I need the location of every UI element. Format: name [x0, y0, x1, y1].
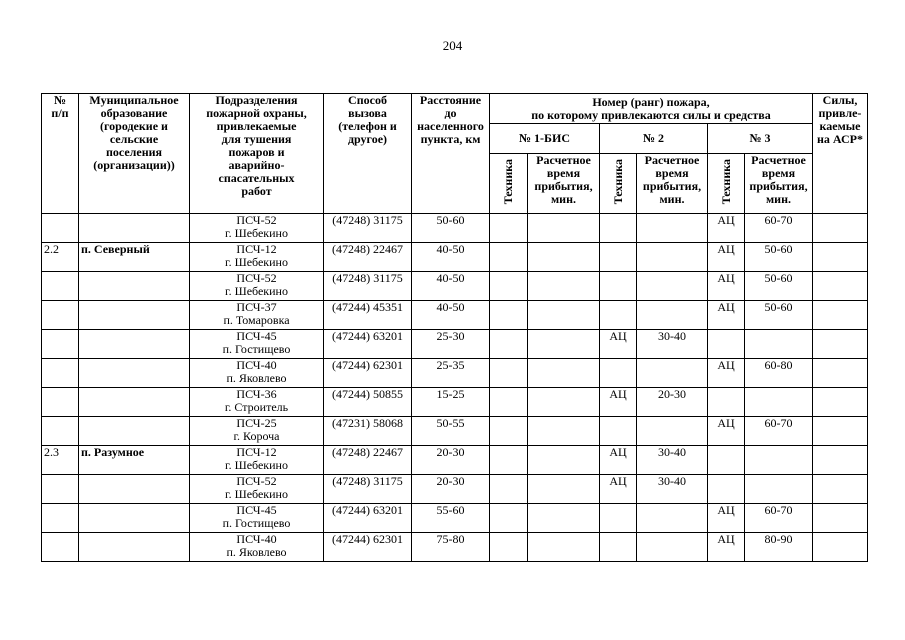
row-phone: (47248) 22467: [324, 446, 412, 475]
row-tech-2: [600, 359, 637, 388]
row-asr: [813, 388, 868, 417]
row-unit: ПСЧ-12 г. Шебекино: [190, 243, 324, 272]
row-unit: ПСЧ-52 г. Шебекино: [190, 272, 324, 301]
row-tech-3: АЦ: [708, 243, 745, 272]
header-tech-3: Техника: [708, 154, 745, 214]
table-row: [42, 504, 868, 533]
row-tech-2: [600, 301, 637, 330]
header-rank-1bis: № 1-БИС: [490, 124, 600, 154]
row-arrival-1: [528, 446, 600, 475]
table-row: [42, 214, 868, 243]
header-rank-3: № 3: [708, 124, 813, 154]
row-num: [42, 272, 79, 301]
row-municipality: п. Разумное: [79, 446, 190, 475]
row-arrival-2: [637, 533, 708, 562]
row-phone: (47248) 22467: [324, 243, 412, 272]
row-arrival-2: [637, 243, 708, 272]
row-asr: [813, 330, 868, 359]
row-distance: 25-35: [412, 359, 490, 388]
row-unit: ПСЧ-40 п. Яковлево: [190, 359, 324, 388]
header-tech-2: Техника: [600, 154, 637, 214]
row-num: [42, 388, 79, 417]
row-num: [42, 330, 79, 359]
row-tech-2: [600, 417, 637, 446]
row-tech-2: [600, 243, 637, 272]
row-arrival-3: 60-70: [745, 417, 813, 446]
row-phone: (47244) 45351: [324, 301, 412, 330]
row-tech-1: [490, 272, 528, 301]
row-tech-2: АЦ: [600, 446, 637, 475]
row-arrival-1: [528, 214, 600, 243]
header-distance: Расстояние до населенного пункта, км: [412, 94, 490, 214]
row-tech-2: АЦ: [600, 475, 637, 504]
row-distance: 40-50: [412, 272, 490, 301]
row-tech-1: [490, 301, 528, 330]
row-arrival-1: [528, 301, 600, 330]
row-municipality: [79, 417, 190, 446]
table-row: [42, 243, 868, 272]
row-arrival-1: [528, 243, 600, 272]
row-num: [42, 214, 79, 243]
table-row: [42, 388, 868, 417]
row-tech-2: [600, 214, 637, 243]
row-phone: (47244) 63201: [324, 330, 412, 359]
row-num: 2.3: [42, 446, 79, 475]
row-distance: 55-60: [412, 504, 490, 533]
row-asr: [813, 504, 868, 533]
row-phone: (47244) 62301: [324, 533, 412, 562]
row-distance: 25-30: [412, 330, 490, 359]
row-arrival-3: 60-70: [745, 214, 813, 243]
table-row: [42, 301, 868, 330]
row-tech-1: [490, 475, 528, 504]
row-phone: (47248) 31175: [324, 475, 412, 504]
row-arrival-1: [528, 388, 600, 417]
table-row: [42, 330, 868, 359]
row-asr: [813, 243, 868, 272]
row-tech-3: АЦ: [708, 272, 745, 301]
row-arrival-2: [637, 417, 708, 446]
row-unit: ПСЧ-45 п. Гостищево: [190, 330, 324, 359]
row-arrival-2: [637, 272, 708, 301]
row-arrival-2: 30-40: [637, 446, 708, 475]
row-tech-3: АЦ: [708, 214, 745, 243]
fire-forces-table: [41, 93, 868, 562]
row-unit: ПСЧ-52 г. Шебекино: [190, 214, 324, 243]
page-number: 204: [442, 38, 463, 53]
row-tech-2: АЦ: [600, 388, 637, 417]
row-num: [42, 417, 79, 446]
row-unit: ПСЧ-52 г. Шебекино: [190, 475, 324, 504]
row-tech-2: [600, 504, 637, 533]
row-phone: (47244) 50855: [324, 388, 412, 417]
row-arrival-1: [528, 272, 600, 301]
row-municipality: [79, 301, 190, 330]
row-arrival-1: [528, 533, 600, 562]
row-distance: 20-30: [412, 475, 490, 504]
row-tech-1: [490, 417, 528, 446]
row-unit: ПСЧ-37 п. Томаровка: [190, 301, 324, 330]
row-tech-3: [708, 388, 745, 417]
row-arrival-3: 60-70: [745, 504, 813, 533]
row-tech-1: [490, 533, 528, 562]
row-arrival-3: 50-60: [745, 301, 813, 330]
row-arrival-3: 50-60: [745, 272, 813, 301]
row-tech-2: [600, 533, 637, 562]
row-tech-3: АЦ: [708, 504, 745, 533]
table-row: [42, 446, 868, 475]
row-phone: (47248) 31175: [324, 272, 412, 301]
row-tech-1: [490, 446, 528, 475]
row-distance: 15-25: [412, 388, 490, 417]
table-row: [42, 475, 868, 504]
row-arrival-2: 30-40: [637, 330, 708, 359]
row-arrival-1: [528, 330, 600, 359]
row-phone: (47231) 58068: [324, 417, 412, 446]
row-tech-1: [490, 359, 528, 388]
row-tech-1: [490, 388, 528, 417]
row-arrival-2: [637, 301, 708, 330]
row-num: [42, 359, 79, 388]
row-municipality: [79, 504, 190, 533]
row-num: [42, 533, 79, 562]
header-arrival-1: Расчетное время прибытия, мин.: [528, 154, 600, 214]
table-header: [42, 94, 868, 214]
row-num: [42, 475, 79, 504]
row-arrival-3: [745, 388, 813, 417]
row-tech-2: [600, 272, 637, 301]
row-asr: [813, 301, 868, 330]
row-num: [42, 301, 79, 330]
header-rank-2: № 2: [600, 124, 708, 154]
row-arrival-3: 80-90: [745, 533, 813, 562]
row-tech-3: АЦ: [708, 533, 745, 562]
row-arrival-2: [637, 359, 708, 388]
row-arrival-1: [528, 359, 600, 388]
row-municipality: [79, 272, 190, 301]
row-asr: [813, 359, 868, 388]
row-distance: 40-50: [412, 243, 490, 272]
row-arrival-1: [528, 475, 600, 504]
row-distance: 20-30: [412, 446, 490, 475]
table-row: [42, 272, 868, 301]
row-arrival-2: 20-30: [637, 388, 708, 417]
row-tech-3: АЦ: [708, 359, 745, 388]
row-asr: [813, 417, 868, 446]
row-num: [42, 504, 79, 533]
table-body: [42, 214, 868, 562]
row-asr: [813, 272, 868, 301]
row-asr: [813, 446, 868, 475]
row-arrival-1: [528, 417, 600, 446]
row-unit: ПСЧ-12 г. Шебекино: [190, 446, 324, 475]
row-asr: [813, 475, 868, 504]
header-units: Подразделения пожарной охраны, привлекаемые для тушения пожаров и аварийно- спасательных работ: [190, 94, 324, 214]
row-arrival-3: [745, 475, 813, 504]
table-row: [42, 417, 868, 446]
row-unit: ПСЧ-45 п. Гостищево: [190, 504, 324, 533]
table-row: [42, 359, 868, 388]
row-tech-3: АЦ: [708, 301, 745, 330]
row-municipality: [79, 330, 190, 359]
row-tech-1: [490, 243, 528, 272]
row-distance: 50-60: [412, 214, 490, 243]
row-arrival-2: [637, 214, 708, 243]
row-tech-3: [708, 475, 745, 504]
row-asr: [813, 214, 868, 243]
header-arrival-3: Расчетное время прибытия, мин.: [745, 154, 813, 214]
row-municipality: [79, 475, 190, 504]
row-arrival-2: 30-40: [637, 475, 708, 504]
row-tech-3: АЦ: [708, 417, 745, 446]
row-asr: [813, 533, 868, 562]
row-arrival-3: 60-80: [745, 359, 813, 388]
header-fire-rank: Номер (ранг) пожара, по которому привлекаются силы и средства: [490, 94, 813, 124]
row-municipality: [79, 214, 190, 243]
row-unit: ПСЧ-25 г. Короча: [190, 417, 324, 446]
row-tech-1: [490, 330, 528, 359]
row-tech-1: [490, 504, 528, 533]
row-num: 2.2: [42, 243, 79, 272]
row-phone: (47244) 62301: [324, 359, 412, 388]
row-municipality: [79, 533, 190, 562]
row-arrival-3: [745, 330, 813, 359]
header-tech-1: Техника: [490, 154, 528, 214]
header-arrival-2: Расчетное время прибытия, мин.: [637, 154, 708, 214]
header-num: № п/п: [42, 94, 79, 214]
row-distance: 40-50: [412, 301, 490, 330]
row-arrival-3: [745, 446, 813, 475]
row-arrival-2: [637, 504, 708, 533]
header-call-method: Способ вызова (телефон и другое): [324, 94, 412, 214]
row-arrival-1: [528, 504, 600, 533]
row-arrival-3: 50-60: [745, 243, 813, 272]
row-distance: 75-80: [412, 533, 490, 562]
row-municipality: [79, 359, 190, 388]
row-distance: 50-55: [412, 417, 490, 446]
row-tech-1: [490, 214, 528, 243]
row-tech-3: [708, 446, 745, 475]
row-phone: (47244) 63201: [324, 504, 412, 533]
table-row: [42, 533, 868, 562]
row-phone: (47248) 31175: [324, 214, 412, 243]
header-municipality: Муниципальное образование (городекие и сельские поселения (организации)): [79, 94, 190, 214]
row-unit: ПСЧ-36 г. Строитель: [190, 388, 324, 417]
row-tech-2: АЦ: [600, 330, 637, 359]
row-tech-3: [708, 330, 745, 359]
row-municipality: п. Северный: [79, 243, 190, 272]
row-municipality: [79, 388, 190, 417]
row-unit: ПСЧ-40 п. Яковлево: [190, 533, 324, 562]
header-asr-forces: Силы, привле- каемые на АСР*: [813, 94, 868, 214]
